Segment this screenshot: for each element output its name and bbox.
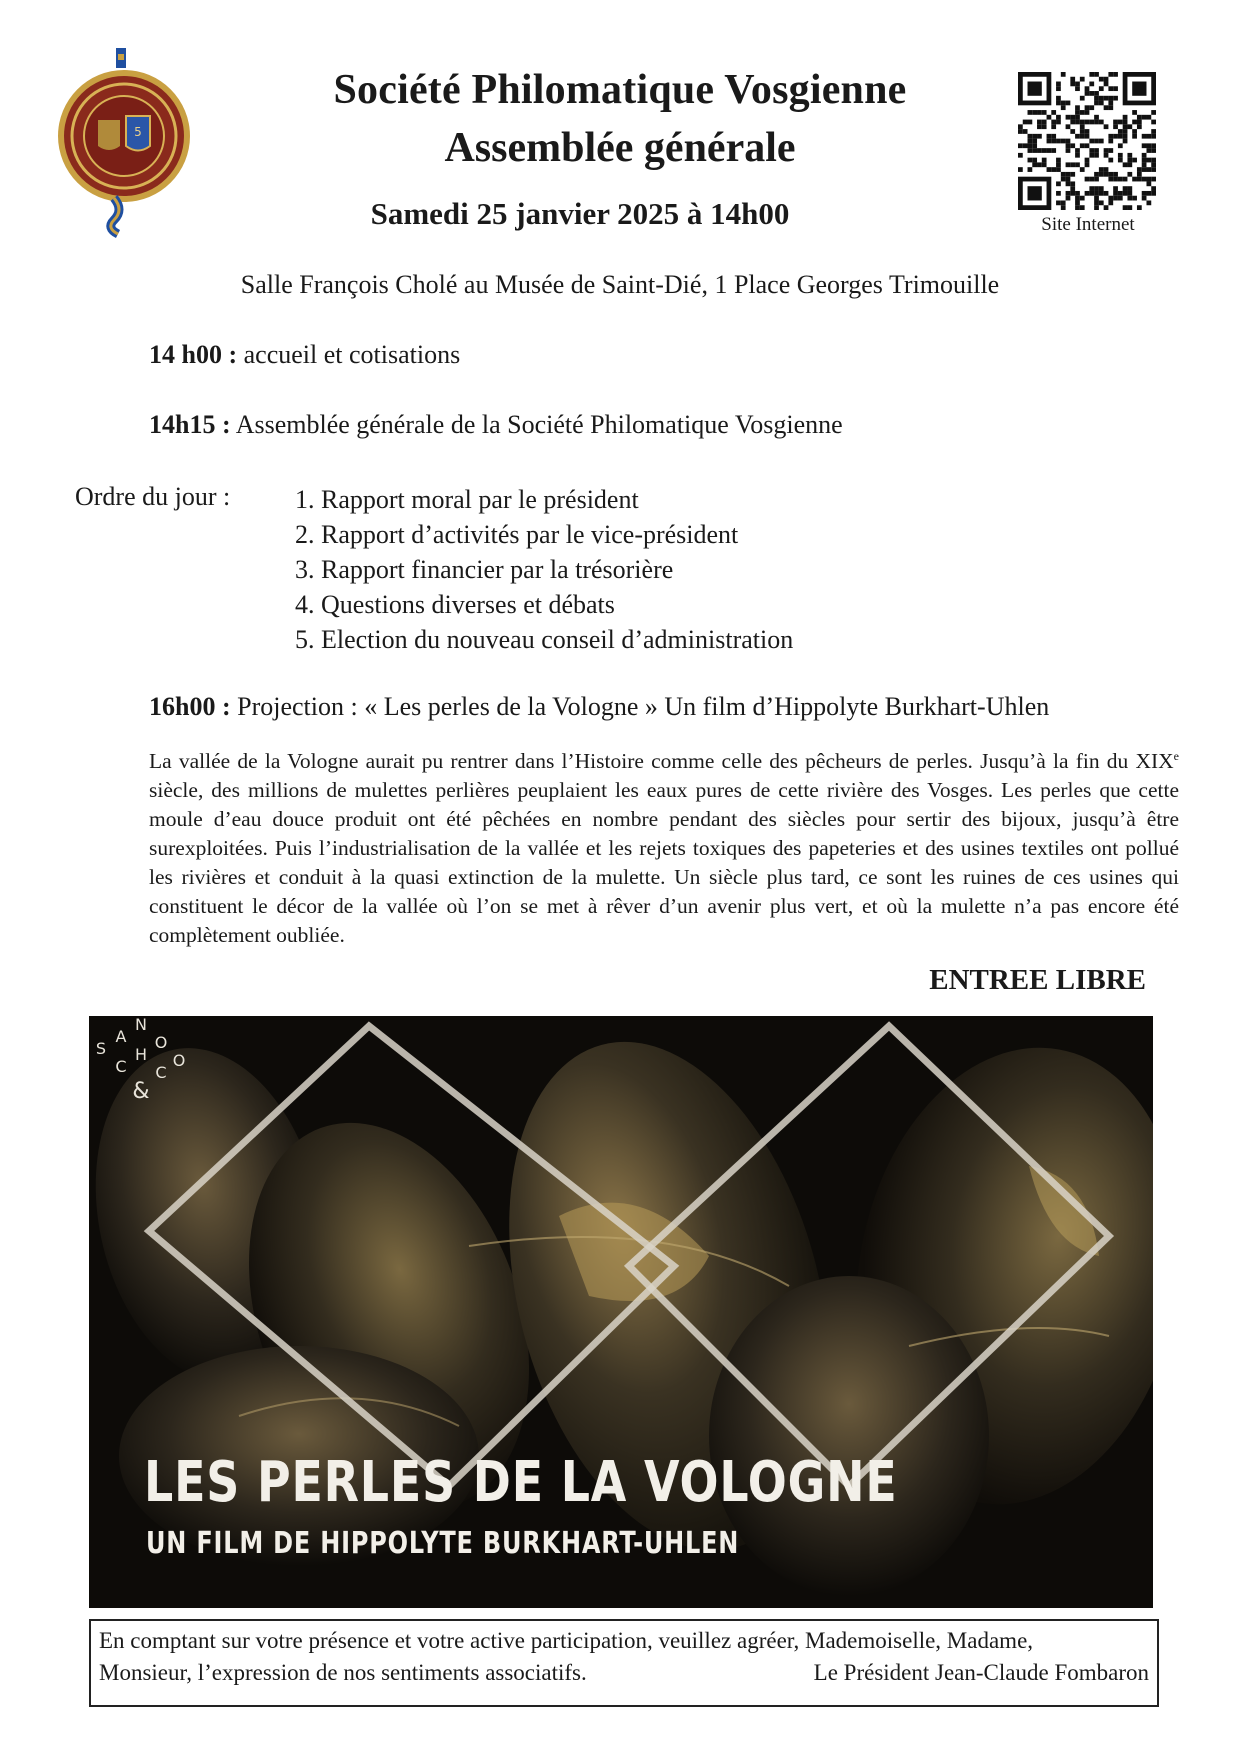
closing-line: En comptant sur votre présence et votre active participation, veuillez agréer, Mademoiselle, Madame,: [99, 1628, 1034, 1653]
closing-line-2: [99, 1657, 1149, 1689]
superscript: e: [1173, 749, 1179, 763]
ordre-du-jour-list: [295, 482, 793, 657]
entree-libre: ENTREE LIBRE: [929, 964, 1146, 996]
film-poster: [89, 1016, 1153, 1608]
svg-text:5: 5: [134, 125, 142, 139]
ordre-du-jour-label: Ordre du jour :: [75, 482, 231, 511]
venue-line: Salle François Cholé au Musée de Saint-Dié, 1 Place Georges Trimouille: [240, 270, 1000, 299]
society-title: Société Philomatique Vosgienne: [333, 67, 907, 113]
agenda-time: 14h15 :: [149, 410, 231, 439]
list-item: 4. Questions diverses et débats: [295, 590, 615, 619]
description-text: La vallée de la Vologne aurait pu rentrer dans l’Histoire comme celle des pêcheurs de perles. Jusqu’à la fin du XIX: [149, 749, 1174, 774]
closing-box: [89, 1619, 1159, 1707]
svg-text:A: A: [115, 1027, 127, 1046]
svg-text:O: O: [154, 1033, 168, 1052]
list-item: 5. Election du nouveau conseil d’administration: [295, 625, 794, 654]
event-date: Samedi 25 janvier 2025 à 14h00: [370, 196, 790, 231]
event-title: Assemblée générale: [444, 125, 796, 171]
agenda-item-assembly: [149, 410, 843, 440]
poster-subtitle: UN FILM DE HIPPOLYTE BURKHART-UHLEN: [146, 1526, 740, 1561]
svg-text:N: N: [135, 1016, 147, 1034]
agenda-item-projection: [149, 692, 1049, 722]
agenda-time: 16h00 :: [149, 692, 231, 721]
qr-caption: Site Internet: [1041, 214, 1135, 235]
description-text: siècle, des millions de mulettes perlières peuplaient les eaux pures de cette rivière des Vosges. Les perles que cette moule d’eau douce produit ont été pêchées en nombre pendant des siècles pour sertir des bijoux, jusqu’à être surexploitées. Puis l’industrialisation de la vallée et les rejets toxiques des papeteries et des usines textiles ont pollué les rivières et conduit à la quasi extinction de la mulette. Un siècle plus tard, ce sont les ruines de ces usines qui constituent le décor de la vallée où l’on se met à rêver d’un avenir plus vert, et où la mulette n’a pas encore été complètement oubliée.: [149, 778, 1179, 948]
svg-text:S: S: [95, 1039, 107, 1058]
svg-text:H: H: [134, 1045, 148, 1064]
list-item: 2. Rapport d’activités par le vice-président: [295, 520, 739, 549]
sanchoco-logo-icon: [89, 1016, 199, 1126]
film-description: [149, 742, 1179, 950]
signature: Le Président Jean-Claude Fombaron: [813, 1660, 1149, 1685]
agenda-text: accueil et cotisations: [237, 340, 461, 369]
agenda-text: Projection : « Les perles de la Vologne » Un film d’Hippolyte Burkhart-Uhlen: [230, 692, 1050, 721]
agenda-item-welcome: [149, 340, 460, 370]
closing-text: Monsieur, l’expression de nos sentiments associatifs.: [99, 1660, 587, 1685]
svg-text:C: C: [155, 1063, 167, 1082]
svg-text:C: C: [115, 1057, 127, 1076]
svg-text:&: &: [132, 1079, 150, 1104]
poster-title: LES PERLES DE LA VOLOGNE: [144, 1450, 898, 1515]
list-item: 1. Rapport moral par le président: [295, 485, 639, 514]
agenda-text: Assemblée générale de la Société Philomatique Vosgienne: [230, 410, 843, 439]
svg-text:O: O: [172, 1051, 186, 1070]
agenda-time: 14 h00 :: [149, 340, 238, 369]
mussels-illustration: [89, 1016, 1153, 1608]
qr-code-icon[interactable]: [1018, 72, 1156, 210]
list-item: 3. Rapport financier par la trésorière: [295, 555, 674, 584]
